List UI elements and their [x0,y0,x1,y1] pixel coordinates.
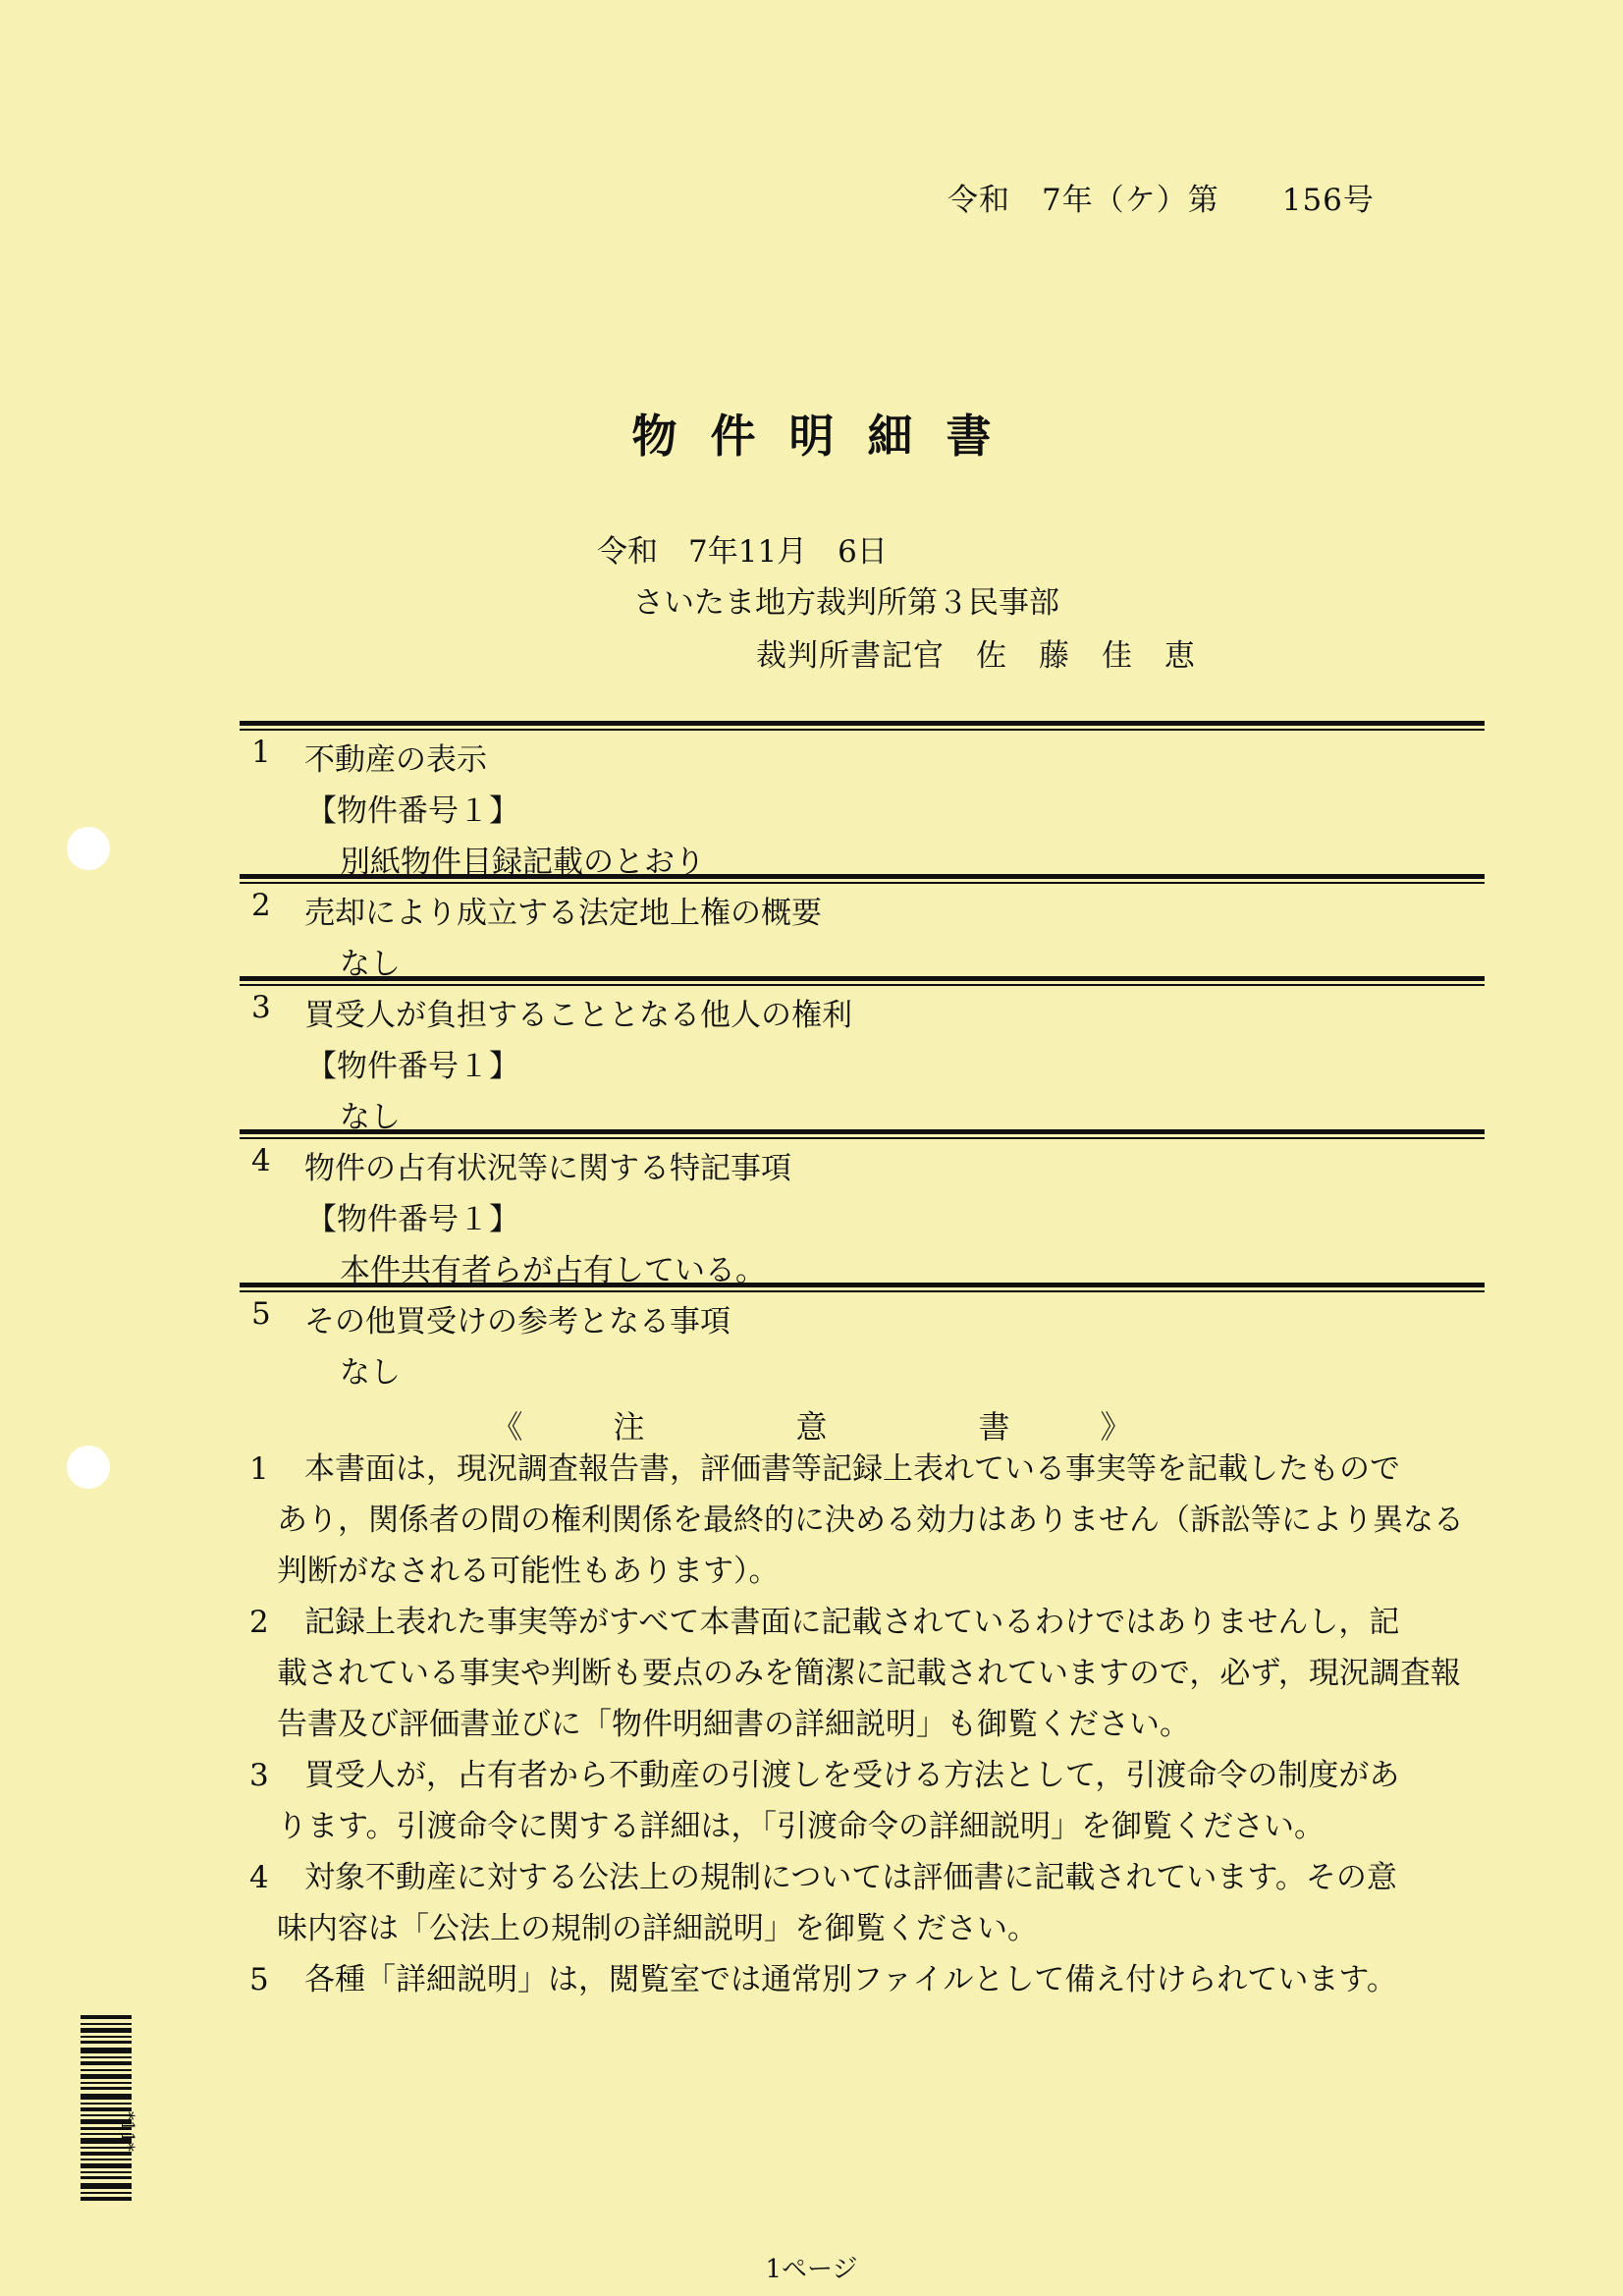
barcode [81,2015,155,2202]
section-divider [240,976,1485,986]
notice-text-first: 各種「詳細説明」は，閲覧室では通常別ファイルとして備え付けられています。 [304,1962,1397,1997]
notice-number: 5 [249,1962,269,1997]
court-name: さいたま地方裁判所第３民事部 [633,585,1059,621]
notice-item [249,1444,1467,1597]
section-line: 本件共有者らが占有している。 [340,1253,766,1288]
issue-date: 令和 7年11月 6日 [597,534,888,570]
barcode-text: *11* [117,2111,137,2152]
section-line: 別紙物件目録記載のとおり [340,845,705,880]
notice-text-first: 記録上表れた事実等がすべて本書面に記載されているわけではありませんし，記 [304,1605,1400,1640]
section-heading: 買受人が負担することとなる他人の権利 [304,998,852,1033]
section-line: なし [340,1355,401,1391]
section-number: 5 [251,1296,271,1332]
notice-number: 2 [249,1605,269,1640]
section-number: 1 [251,735,271,770]
section-heading: 売却により成立する法定地上権の概要 [304,896,822,931]
notice-text-rest: 載されている事実や判断も要点のみを簡潔に記載されていますので，必ず，現況調査報告書及び評価書並びに「物件明細書の詳細説明」も御覧ください。 [277,1656,1461,1742]
page-title: 物件明細書 [631,410,1025,463]
notice-text-first: 対象不動産に対する公法上の規制については評価書に記載されています。その意 [304,1860,1397,1895]
notice-item [249,1597,1467,1750]
notice-number: 1 [249,1451,269,1487]
notice-text-first: 本書面は，現況調査報告書，評価書等記録上表れている事実等を記載したもので [304,1451,1400,1487]
notice-number: 3 [249,1758,269,1793]
notice-title: 《 注 意 書 》 [491,1408,1162,1446]
punch-hole-bottom [67,1446,110,1489]
section-line: 【物件番号１】 [306,793,519,829]
notice-item [249,1750,1467,1852]
section-divider [240,721,1485,731]
notice-item [249,1852,1467,1954]
section-heading: 物件の占有状況等に関する特記事項 [304,1151,791,1186]
notice-text-rest: あり，関係者の間の権利関係を最終的に決める効力はありません（訴訟等により異なる判断がなされる可能性もあります）。 [277,1503,1464,1589]
notice-text-rest: 味内容は「公法上の規制の詳細説明」を御覧ください。 [277,1911,1038,1946]
section-line: なし [340,1100,401,1135]
section-number: 3 [251,990,271,1025]
notice-text-rest: ります。引渡命令に関する詳細は，「引渡命令の詳細説明」を御覧ください。 [277,1809,1325,1844]
notice-item [249,1954,1467,2005]
section-line: なし [340,947,401,982]
clerk-name: 裁判所書記官 佐 藤 佳 恵 [756,638,1196,674]
notice-number: 4 [249,1860,269,1895]
section-line: 【物件番号１】 [306,1202,519,1237]
section-divider [240,1129,1485,1139]
section-number: 4 [251,1143,271,1178]
section-number: 2 [251,888,271,923]
section-heading: 不動産の表示 [304,742,487,778]
punch-hole-top [67,827,110,870]
section-heading: その他買受けの参考となる事項 [304,1304,730,1339]
notice-text-first: 買受人が，占有者から不動産の引渡しを受ける方法として，引渡命令の制度があ [304,1758,1400,1793]
page-number: 1ページ [765,2255,858,2284]
section-line: 【物件番号１】 [306,1049,519,1084]
case-number: 令和 7年（ケ）第 156号 [947,183,1375,218]
